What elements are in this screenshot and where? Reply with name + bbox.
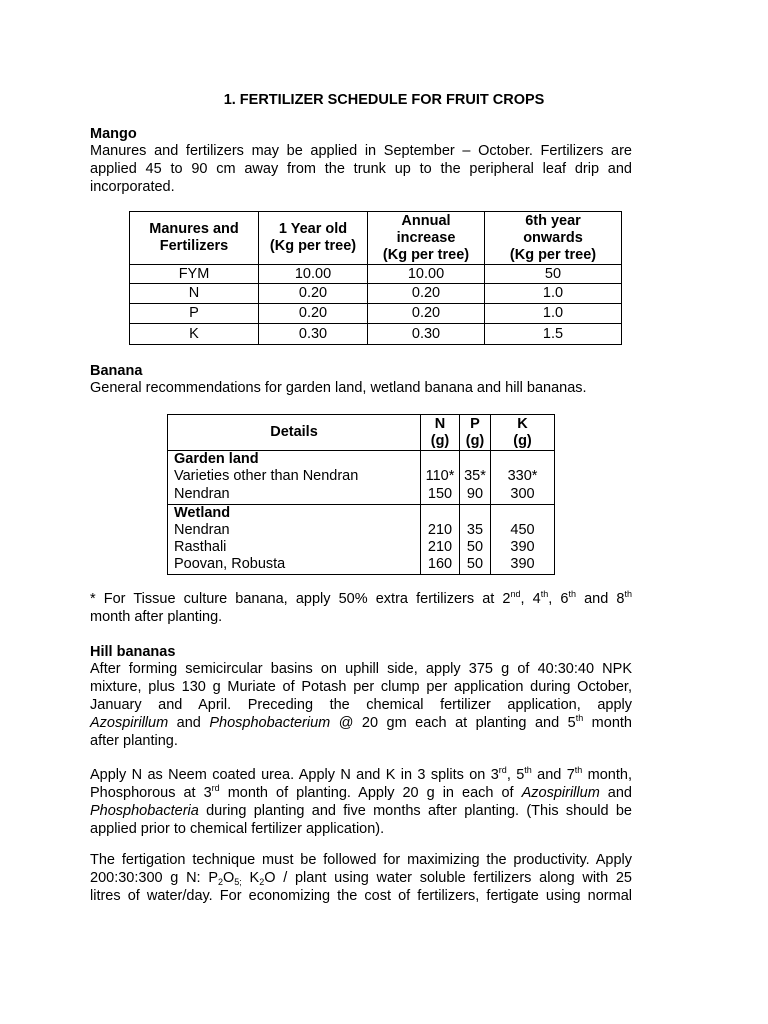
mango-paragraph (90, 142, 632, 196)
table-row (130, 324, 622, 345)
table-cell: FYM (130, 265, 259, 284)
banana-table (167, 414, 555, 575)
hill-bananas-heading: Hill bananas (90, 644, 176, 660)
table-cell: 90 (460, 485, 491, 504)
table-cell: 390 (491, 556, 555, 575)
table-cell: 1.5 (485, 324, 622, 345)
table-row (168, 485, 555, 504)
table-cell: 110* (421, 468, 460, 485)
tissue-culture-note: * For Tissue culture banana, apply 50% extra fertilizers at 2nd, 4th, 6th and 8th month after planting. (90, 589, 632, 625)
table-cell: Poovan, Robusta (168, 556, 421, 575)
table-cell: 210 (421, 522, 460, 539)
table-row (168, 468, 555, 485)
table-cell: 35 (460, 522, 491, 539)
banana-header-details: Details (168, 415, 421, 451)
table-cell: 160 (421, 556, 460, 575)
mango-header-manures: Manures and Fertilizers (130, 212, 259, 265)
banana-header-n: N (g) (421, 415, 460, 451)
table-cell: 50 (485, 265, 622, 284)
table-cell: N (130, 284, 259, 304)
mango-heading: Mango (90, 126, 137, 142)
table-cell: 150 (421, 485, 460, 504)
table-cell: 35* (460, 468, 491, 485)
mango-line-3: incorporated. (90, 179, 175, 195)
hill-paragraph-1: After forming semicircular basins on uphill side, apply 375 g of 40:30:40 NPK mixture, plus 130 g Muriate of Potash per clump per application during October, January and April. Preceding the chemical fertilizer application, apply Azospirillum and Phosphobacterium @ 20 gm each at planting and 5th month after planting. (90, 661, 632, 749)
mango-table (129, 211, 622, 345)
mango-header-6th-year: 6th year onwards (Kg per tree) (485, 212, 622, 265)
table-cell: Varieties other than Nendran (168, 468, 421, 485)
table-cell: 1.0 (485, 284, 622, 304)
table-cell: 210 (421, 539, 460, 556)
table-cell: 300 (491, 485, 555, 504)
table-cell: 0.30 (368, 324, 485, 345)
table-cell: 390 (491, 539, 555, 556)
hill-paragraph-2: Apply N as Neem coated urea. Apply N and K in 3 splits on 3rd, 5th and 7th month, Phosphorous at 3rd month of planting. Apply 20 g in each of Azospirillum and Phosphobacteria during planting and five months after planting. (This should be applied prior to chemical fertilizer application). (90, 765, 632, 837)
table-cell: 10.00 (368, 265, 485, 284)
mango-line-2: applied 45 to 90 cm away from the trunk up to the peripheral leaf drip and (90, 161, 632, 177)
table-cell: 10.00 (259, 265, 368, 284)
table-cell: 0.20 (259, 304, 368, 324)
table-cell: K (130, 324, 259, 345)
hill-paragraph-3: The fertigation technique must be followed for maximizing the productivity. Apply 200:30:300 g N: $P_2O_{5;}$ $K_2O$ / plant using water soluble fertilizers along with 25 litres of water/day. For economizing the cost of fertilizers, fertigate using normal (90, 852, 632, 904)
mango-header-1year: 1 Year old (Kg per tree) (259, 212, 368, 265)
table-row (168, 539, 555, 556)
page-title: 1. FERTILIZER SCHEDULE FOR FRUIT CROPS (223, 92, 545, 108)
mango-header-annual: Annual increase (Kg per tree) (368, 212, 485, 265)
table-cell: P (130, 304, 259, 324)
table-cell: 0.20 (259, 284, 368, 304)
table-cell: Nendran (168, 522, 421, 539)
mango-line-1: Manures and fertilizers may be applied in September – October. Fertilizers are (90, 143, 632, 159)
table-cell: 450 (491, 522, 555, 539)
table-row (130, 284, 622, 304)
table-cell: 50 (460, 556, 491, 575)
table-cell: 50 (460, 539, 491, 556)
table-cell: Rasthali (168, 539, 421, 556)
table-cell: 0.30 (259, 324, 368, 345)
garden-land-label: Garden land (168, 451, 421, 469)
banana-heading: Banana (90, 363, 143, 379)
table-row (168, 522, 555, 539)
table-row (130, 304, 622, 324)
banana-header-k: K (g) (491, 415, 555, 451)
wetland-label: Wetland (168, 504, 421, 522)
table-cell: Nendran (168, 485, 421, 504)
banana-intro: General recommendations for garden land, wetland banana and hill bananas. (90, 380, 587, 396)
table-row (130, 265, 622, 284)
table-cell: 0.20 (368, 304, 485, 324)
banana-header-p: P (g) (460, 415, 491, 451)
table-cell: 330* (491, 468, 555, 485)
table-cell: 1.0 (485, 304, 622, 324)
table-cell: 0.20 (368, 284, 485, 304)
table-row (168, 556, 555, 575)
